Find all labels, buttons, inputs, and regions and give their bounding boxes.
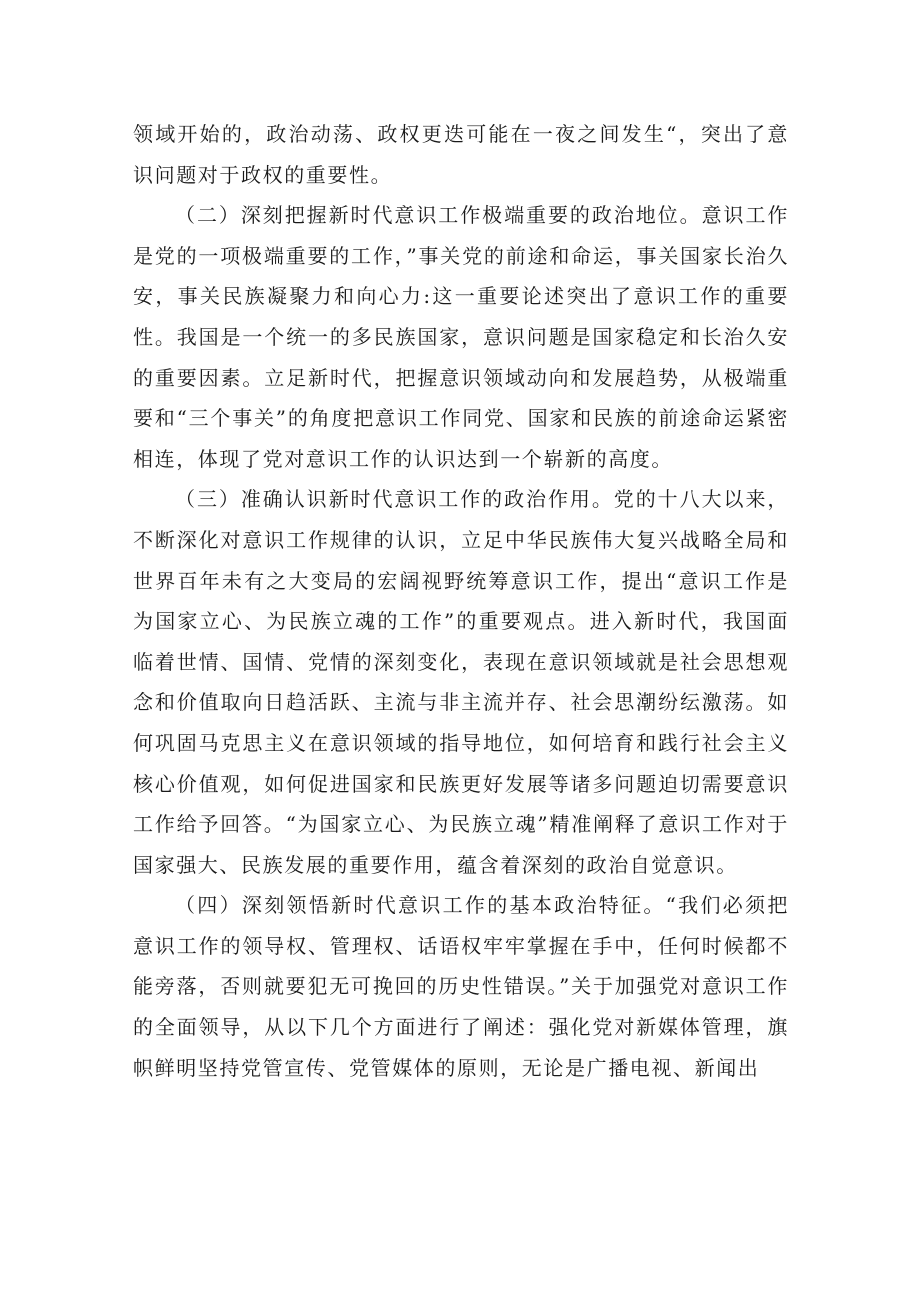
paragraph-1: 领域开始的，政治动荡、政权更迭可能在一夜之间发生“，突出了意识问题对于政权的重要性。 (133, 122, 789, 187)
paragraph-2: （二）深刻把握新时代意识工作极端重要的政治地位。意识工作是党的一项极端重要的工作，”事关党的前途和命运，事关国家长治久安，事关民族凝聚力和向心力:这一重要论述突出了意识工作的重要性。我国是一个统一的多民族国家，意识问题是国家稳定和长治久安的重要因素。立足新时代，把握意识领域动向和发展趋势，从极端重要和“三个事关”的角度把意识工作同党、国家和民族的前途命运紧密相连，体现了党对意识工作的认识达到一个崭新的高度。 (133, 203, 789, 471)
document-body (133, 114, 789, 1088)
paragraph-4: （四）深刻领悟新时代意识工作的基本政治特征。“我们必须把意识工作的领导权、管理权、话语权牢牢掌握在手中，任何时候都不能旁落，否则就要犯无可挽回的历史性错误。”关于加强党对意识工作的全面领导，从以下几个方面进行了阐述：强化党对新媒体管理，旗帜鲜明坚持党管宣传、党管媒体的原则，无论是广播电视、新闻出 (133, 893, 789, 1080)
paragraph-3: （三）准确认识新时代意识工作的政治作用。党的十八大以来，不断深化对意识工作规律的认识，立足中华民族伟大复兴战略全局和世界百年未有之大变局的宏阔视野统筹意识工作，提出“意识工作是为国家立心、为民族立魂的工作”的重要观点。进入新时代，我国面临着世情、国情、党情的深刻变化，表现在意识领域就是社会思想观念和价值取向日趋活跃、主流与非主流并存、社会思潮纷纭激荡。如何巩固马克思主义在意识领域的指导地位，如何培育和践行社会主义核心价值观，如何促进国家和民族更好发展等诸多问题迫切需要意识工作给予回答。“为国家立心、为民族立魂”精准阐释了意识工作对于国家强大、民族发展的重要作用，蕴含着深刻的政治自觉意识。 (133, 487, 789, 877)
